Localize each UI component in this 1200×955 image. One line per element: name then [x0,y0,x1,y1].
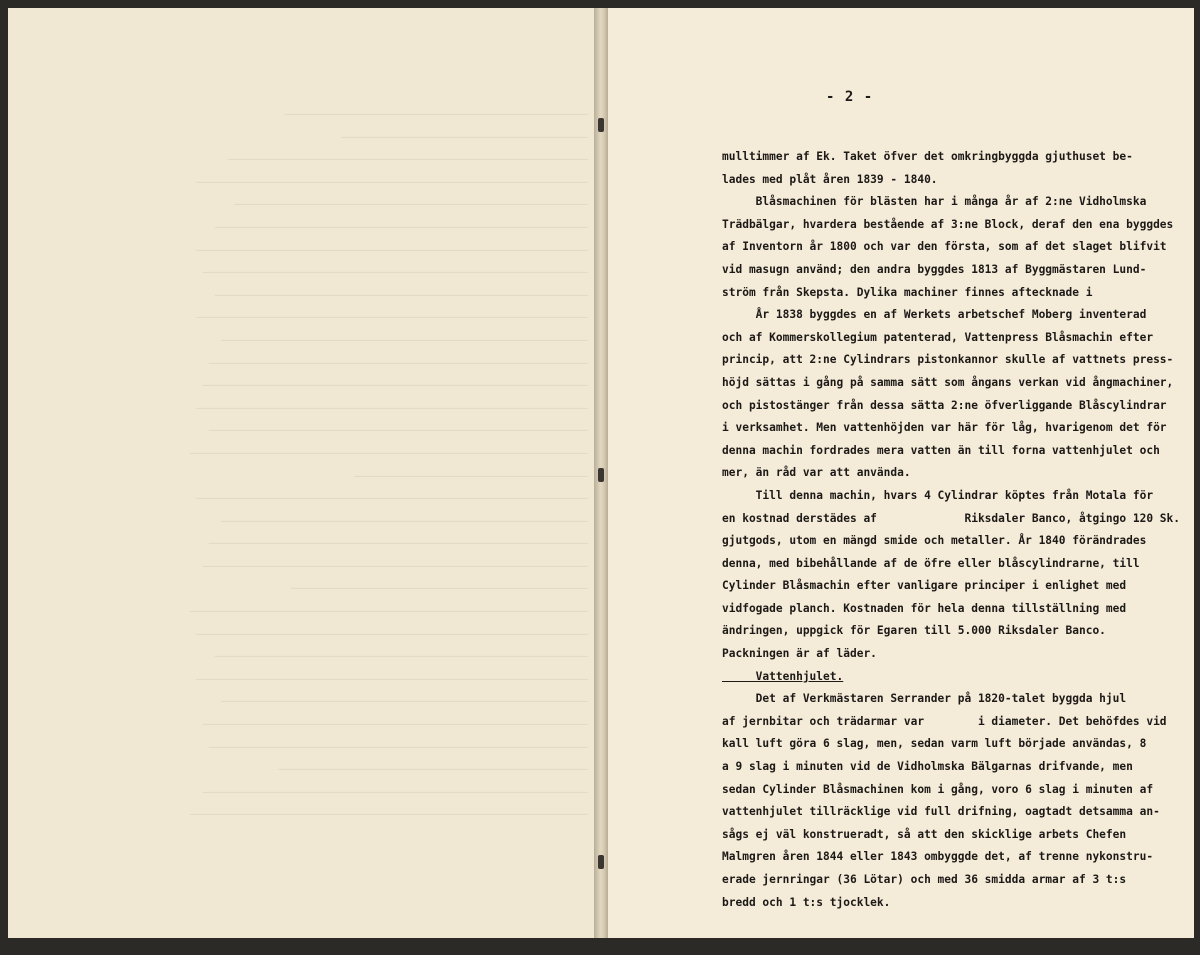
text-line: sedan Cylinder Blåsmachinen kom i gång, voro 6 slag i minuten af [722,782,1154,796]
text-line: af Inventorn år 1800 och var den första, som af det slaget blifvit [722,240,1167,254]
text-line: vid masugn använd; den andra byggdes 1813 af Byggmästaren Lund- [722,262,1147,276]
text-line: gjutgods, utom en mängd smide och metaller. År 1840 förändrades [722,534,1147,548]
text-line: kall luft göra 6 slag, men, sedan varm luft började användas, 8 [722,737,1147,751]
text-line: denna machin fordrades mera vatten än till forna vattenhjulet och [722,443,1160,457]
typed-text-block [722,146,1181,914]
text-line: Trädbälgar, hvardera bestående af 3:ne Block, deraf den ena byggdes [722,217,1174,231]
text-line: a 9 slag i minuten vid de Vidholmska Bälgarnas drifvande, men [722,760,1133,774]
text-line: lades med plåt åren 1839 - 1840. [722,172,938,186]
text-line: Till denna machin, hvars 4 Cylindrar köptes från Motala för [722,488,1154,502]
text-line: vidfogade planch. Kostnaden för hela denna tillställning med [722,601,1127,615]
text-line: Packningen är af läder. [722,647,877,661]
text-line: Det af Verkmästaren Serrander på 1820-talet byggda hjul [722,692,1127,706]
text-line: ström från Skepsta. Dylika machiner finnes aftecknade i [722,285,1093,299]
text-line: princip, att 2:ne Cylindrars pistonkannor skulle af vattnets press- [722,353,1174,367]
bleed-through-text: ———————————————————————————————————————————————— ——————————————————————————————————————— ————————————————————————————————————————————————————————— —————————————————————————————————————————————————————————————— ———————————————————————————————————————————————————————— ——————————————————————————————————————————————————————————— —————————————————————————————————————————————————————————————— ————————————————————————————————————————————————————————————— ——————————————————————————————————————————————————————————— —————————————————————————————————————————————————————————————— —————————————————————————————————————————————————————————— ———————————————————————————————————————————————————————————— ————————————————————————————————————————————————————————————— —————————————————————————————————————————————————————————————— ———————————————————————————————————————————————————————————— ——————————————————————————————————————————————————————————————— ————————————————————————————————————— —————————————————————————————————————————————————————————————— —————————————————————————————————————————————————————————— ———————————————————————————————————————————————————————————— ————————————————————————————————————————————————————————————— ——————————————————————————————————————————————— ——————————————————————————————————————————————————————————————— —————————————————————————————————————————————————————————————— ——————————————————————————————————————————————————————————— —————————————————————————————————————————————————————————————— —————————————————————————————————————————————————————————— ————————————————————————————————————————————————————————————— ———————————————————————————————————————————————————————————— ————————————————————————————————————————————————— ————————————————————————————————————————————————————————————— ——————————————————————————————————————————————————————————————— [189,108,588,821]
text-line: ändringen, uppgick för Egaren till 5.000 Riksdaler Banco. [722,624,1106,638]
text-line: i verksamhet. Men vattenhöjden var här för låg, hvarigenom det för [722,421,1167,435]
text-line: och af Kommerskollegium patenterad, Vattenpress Blåsmachin efter [722,330,1154,344]
text-line: mulltimmer af Ek. Taket öfver det omkringbyggda gjuthuset be- [722,150,1133,163]
text-line: mer, än råd var att använda. [722,466,911,480]
text-line: Blåsmachinen för blästen har i många år af 2:ne Vidholmska [722,195,1147,209]
text-line: denna, med bibehållande af de öfre eller blåscylindrarne, till [722,556,1140,570]
text-line: och pistostänger från dessa sätta 2:ne öfverliggande Blåscylindrar [722,398,1167,412]
text-line: Cylinder Blåsmachin efter vanligare principer i enlighet med [722,579,1127,593]
text-line: af jernbitar och trädarmar var i diameter. Det behöfdes vid [722,714,1167,728]
staple-top [598,118,604,132]
text-line: höjd sättas i gång på samma sätt som ångans verkan vid ångmachiner, [722,375,1174,389]
text-line: vattenhjulet tillräcklige vid full drifning, oagtadt detsamma an- [722,805,1160,819]
text-line: en kostnad derstädes af Riksdaler Banco, åtgingo 120 Sk. [722,511,1181,525]
left-page [8,8,596,938]
text-line: Malmgren åren 1844 eller 1843 ombyggde det, af trenne nykonstru- [722,850,1154,864]
staple-middle [598,468,604,482]
page-number: - 2 - [826,89,874,105]
text-line: År 1838 byggdes en af Werkets arbetschef Moberg inventerad [722,308,1147,322]
text-line: sågs ej väl konstrueradt, så att den skicklige arbets Chefen [722,827,1127,841]
text-line: erade jernringar (36 Lötar) och med 36 smidda armar af 3 t:s [722,873,1127,886]
text-line: bredd och 1 t:s tjocklek. [722,895,891,909]
staple-bottom [598,855,604,869]
section-heading-vattenhjulet: Vattenhjulet. [722,669,844,683]
